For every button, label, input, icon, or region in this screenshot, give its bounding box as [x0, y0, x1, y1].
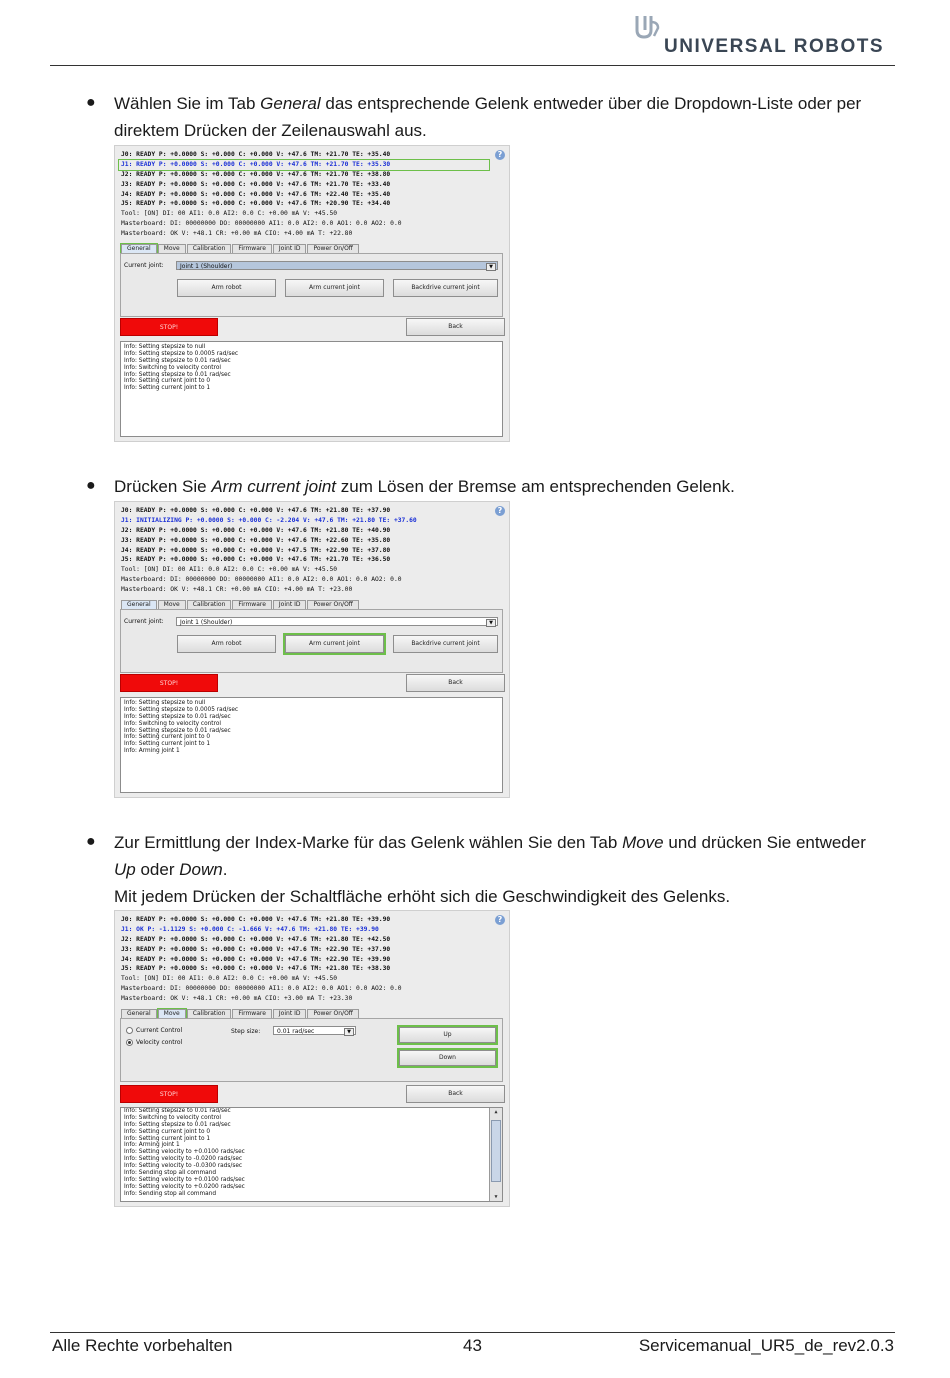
tab-general[interactable]: General: [121, 600, 157, 609]
backdrive-current-joint-button[interactable]: Backdrive current joint: [393, 279, 498, 297]
joint-status-list: [119, 915, 489, 1004]
status-line[interactable]: J0: READY P: +0.0000 S: +0.000 C: +0.000 V: +47.6 TM: +21.70 TE: +35.40: [121, 151, 391, 158]
current-joint-dropdown[interactable]: [176, 261, 498, 270]
tab-move[interactable]: Move: [158, 600, 186, 609]
backdrive-current-joint-button[interactable]: Backdrive current joint: [393, 635, 498, 653]
log-line: Info: Sending stop all command: [124, 1170, 217, 1177]
status-line: Tool: [ON] DI: 00 AI1: 0.0 AI2: 0.0 C: +0.00 mA V: +45.50: [121, 566, 338, 574]
status-line[interactable]: J5: READY P: +0.0000 S: +0.000 C: +0.000 V: +47.6 TM: +21.80 TE: +38.30: [121, 965, 391, 973]
log-line: Info: Arming joint 1: [124, 748, 180, 755]
status-line: Tool: [ON] DI: 00 AI1: 0.0 AI2: 0.0 C: +0.00 mA V: +45.50: [121, 975, 338, 983]
brand-name: UNIVERSAL ROBOTS: [664, 36, 885, 57]
footer-copyright: Alle Rechte vorbehalten: [52, 1336, 233, 1355]
current-joint-label: Current joint:: [124, 618, 164, 625]
stop-button[interactable]: STOP!: [120, 674, 218, 692]
tab-panel: [120, 253, 503, 317]
log-line: Info: Setting stepsize to 0.0005 rad/sec: [124, 350, 239, 357]
log-line: Info: Switching to velocity control: [124, 364, 221, 371]
log-panel: [120, 341, 503, 437]
tab-bar: [121, 244, 360, 253]
tab-calibration[interactable]: Calibration: [187, 244, 232, 253]
tab-panel: [120, 1018, 503, 1082]
bullet-icon: ●: [86, 94, 96, 111]
tab-power[interactable]: Power On/Off: [307, 1009, 358, 1018]
stop-button[interactable]: STOP!: [120, 1085, 218, 1103]
tab-firmware[interactable]: Firmware: [232, 1009, 272, 1018]
status-line: Masterboard: DI: 00000000 DO: 00000000 AI1: 0.0 AI2: 0.0 AO1: 0.0 AO2: 0.0: [121, 985, 402, 993]
log-line: Info: Setting stepsize to null: [124, 700, 206, 706]
status-line[interactable]: J4: READY P: +0.0000 S: +0.000 C: +0.000 V: +47.5 TM: +22.90 TE: +37.80: [121, 546, 391, 554]
stop-button[interactable]: STOP!: [120, 318, 218, 336]
log-line: Info: Setting stepsize to null: [124, 344, 206, 350]
status-line[interactable]: J0: READY P: +0.0000 S: +0.000 C: +0.000 V: +47.6 TM: +21.80 TE: +37.90: [121, 507, 391, 514]
log-line: Info: Setting stepsize to 0.01 rad/sec: [124, 357, 231, 364]
document-id: Servicemanual_UR5_de_rev2.0.3: [638, 1336, 894, 1355]
log-line: Info: Switching to velocity control: [124, 720, 221, 727]
screenshot-arm-joint: [114, 501, 510, 798]
status-line[interactable]: J3: READY P: +0.0000 S: +0.000 C: +0.000 V: +47.6 TM: +22.90 TE: +37.90: [121, 945, 391, 953]
tab-joint-id[interactable]: Joint ID: [273, 600, 307, 609]
status-line: Masterboard: DI: 00000000 DO: 00000000 AI1: 0.0 AI2: 0.0 AO1: 0.0 AO2: 0.0: [121, 576, 402, 584]
status-line: Masterboard: DI: 00000000 DO: 00000000 AI1: 0.0 AI2: 0.0 AO1: 0.0 AO2: 0.0: [121, 220, 402, 228]
log-line: Info: Arming joint 1: [124, 1142, 180, 1149]
tab-firmware[interactable]: Firmware: [232, 600, 272, 609]
back-button[interactable]: Back: [406, 674, 505, 692]
log-panel: [120, 1107, 503, 1202]
screenshot-general-tab: [114, 145, 510, 442]
step-size-value: 0.01 rad/sec: [277, 1028, 315, 1035]
tab-power[interactable]: Power On/Off: [307, 244, 358, 253]
tab-general[interactable]: General: [121, 244, 157, 253]
log-line: Info: Setting velocity to -0.0300 rads/sec: [124, 1163, 243, 1170]
log-panel: [120, 697, 503, 793]
current-joint-label: Current joint:: [124, 262, 164, 269]
tab-joint-id[interactable]: Joint ID: [273, 244, 307, 253]
chevron-down-icon: ▼: [486, 263, 496, 271]
bullet-text-1: Wählen Sie im Tab General das entsprechende Gelenk entweder über die Dropdown-Liste oder per direktem Drücken der Zeilenauswahl aus.: [114, 94, 862, 140]
status-line: Masterboard: OK V: +48.1 CR: +0.00 mA CIO: +4.00 mA T: +22.80: [121, 230, 353, 238]
back-button[interactable]: Back: [406, 1085, 505, 1103]
arm-current-joint-button[interactable]: Arm current joint: [285, 279, 384, 297]
chevron-down-icon: ▼: [344, 1028, 354, 1036]
log-line: Info: Setting stepsize to 0.0005 rad/sec: [124, 706, 239, 713]
screenshot-move-tab: [114, 910, 510, 1207]
log-line: Info: Setting stepsize to 0.01 rad/sec: [124, 727, 231, 734]
log-scrollbar[interactable]: [489, 1108, 502, 1201]
tab-move[interactable]: Move: [158, 1009, 186, 1018]
chevron-down-icon: ▼: [486, 619, 496, 627]
tab-move[interactable]: Move: [158, 244, 186, 253]
status-line[interactable]: J0: READY P: +0.0000 S: +0.000 C: +0.000 V: +47.6 TM: +21.80 TE: +39.90: [121, 916, 391, 923]
footer-rule: [50, 1332, 895, 1333]
radio-icon: [126, 1027, 133, 1034]
current-joint-value: Joint 1 (Shoulder): [180, 263, 233, 270]
log-line: Info: Sending stop all command: [124, 1190, 217, 1197]
current-joint-dropdown[interactable]: [176, 617, 498, 626]
log-line: Info: Setting current joint to 1: [124, 741, 211, 748]
log-line: Info: Switching to velocity control: [124, 1114, 221, 1121]
log-line: Info: Setting stepsize to 0.01 rad/sec: [124, 713, 231, 720]
log-line: Info: Setting current joint to 0: [124, 378, 211, 385]
status-line-selected[interactable]: J1: OK P: -1.1129 S: +0.000 C: -1.666 V: +47.6 TM: +21.80 TE: +39.90: [121, 925, 379, 933]
status-line: Masterboard: OK V: +48.1 CR: +0.00 mA CIO: +4.00 mA T: +23.00: [121, 586, 353, 594]
page-number: 43: [463, 1336, 482, 1355]
back-button[interactable]: Back: [406, 318, 505, 336]
tab-firmware[interactable]: Firmware: [232, 244, 272, 253]
tab-power[interactable]: Power On/Off: [307, 600, 358, 609]
velocity-control-radio[interactable]: Velocity control: [126, 1039, 182, 1046]
status-line[interactable]: J5: READY P: +0.0000 S: +0.000 C: +0.000 V: +47.6 TM: +20.90 TE: +34.40: [121, 200, 391, 208]
tab-bar: [121, 1009, 360, 1018]
scroll-down-icon[interactable]: ▼: [494, 1194, 498, 1200]
status-line[interactable]: J2: READY P: +0.0000 S: +0.000 C: +0.000 V: +47.6 TM: +21.80 TE: +40.90: [121, 526, 391, 534]
status-line[interactable]: J2: READY P: +0.0000 S: +0.000 C: +0.000 V: +47.6 TM: +21.70 TE: +38.80: [121, 170, 391, 178]
ur-logo-icon: [634, 14, 660, 42]
log-line: Info: Setting current joint to 1: [124, 385, 211, 392]
log-line: Info: Setting velocity to +0.0100 rads/sec: [124, 1149, 245, 1156]
tab-calibration[interactable]: Calibration: [187, 1009, 232, 1018]
scrollbar-thumb[interactable]: [491, 1120, 501, 1182]
log-line: Info: Setting stepsize to 0.01 rad/sec: [124, 371, 231, 378]
current-joint-value: Joint 1 (Shoulder): [180, 619, 233, 626]
log-line: Info: Setting current joint to 1: [124, 1135, 211, 1142]
status-line[interactable]: J3: READY P: +0.0000 S: +0.000 C: +0.000 V: +47.6 TM: +21.70 TE: +33.40: [121, 180, 391, 188]
status-line: Tool: [ON] DI: 00 AI1: 0.0 AI2: 0.0 C: +0.00 mA V: +45.50: [121, 210, 338, 218]
step-size-dropdown[interactable]: [273, 1026, 356, 1035]
status-line[interactable]: J2: READY P: +0.0000 S: +0.000 C: +0.000 V: +47.6 TM: +21.80 TE: +42.50: [121, 935, 391, 943]
log-line: Info: Setting velocity to +0.0100 rads/sec: [124, 1176, 245, 1183]
log-line: Info: Setting current joint to 0: [124, 1128, 211, 1135]
tab-general[interactable]: General: [121, 1009, 157, 1018]
bullet-icon: ●: [86, 833, 96, 850]
tab-bar: [121, 600, 360, 609]
radio-selected-icon: [126, 1039, 133, 1046]
arm-current-joint-button[interactable]: Arm current joint: [285, 635, 384, 653]
step-size-label: Step size:: [231, 1028, 261, 1035]
joint-status-list: [119, 506, 489, 595]
bullet-text-3: Zur Ermittlung der Index-Marke für das Gelenk wählen Sie den Tab Move und drücken Sie entweder Up oder Down. Mit jedem Drücken der Schaltfläche erhöht sich die Geschwindigkeit des Gelenks.: [114, 833, 866, 906]
tab-joint-id[interactable]: Joint ID: [273, 1009, 307, 1018]
bullet-text-2: Drücken Sie Arm current joint zum Lösen der Bremse am entsprechenden Gelenk.: [114, 477, 735, 496]
log-line: Info: Setting velocity to +0.0200 rads/sec: [124, 1183, 245, 1190]
status-line[interactable]: J4: READY P: +0.0000 S: +0.000 C: +0.000 V: +47.6 TM: +22.90 TE: +39.90: [121, 955, 391, 963]
status-line[interactable]: J5: READY P: +0.0000 S: +0.000 C: +0.000 V: +47.6 TM: +21.70 TE: +36.50: [121, 556, 391, 564]
log-line: Info: Setting current joint to 0: [124, 734, 211, 741]
current-control-radio[interactable]: Current Control: [126, 1027, 182, 1034]
status-line-selected[interactable]: J1: READY P: +0.0000 S: +0.000 C: +0.000 V: +47.6 TM: +21.70 TE: +35.30: [119, 160, 489, 170]
status-line: Masterboard: OK V: +48.1 CR: +0.00 mA CIO: +3.00 mA T: +23.30: [121, 995, 353, 1003]
help-icon[interactable]: ?: [495, 506, 505, 516]
help-icon[interactable]: ?: [495, 915, 505, 925]
scroll-up-icon[interactable]: ▲: [494, 1109, 498, 1115]
log-line: Info: Setting stepsize to 0.01 rad/sec: [124, 1121, 231, 1128]
joint-status-list: [119, 150, 489, 239]
status-line[interactable]: J4: READY P: +0.0000 S: +0.000 C: +0.000 V: +47.6 TM: +22.40 TE: +35.40: [121, 190, 391, 198]
arm-robot-button[interactable]: Arm robot: [177, 635, 276, 653]
status-line-selected[interactable]: J1: INITIALIZING P: +0.0000 S: +0.000 C: -2.204 V: +47.6 TM: +21.80 TE: +37.60: [121, 516, 417, 524]
log-line: Info: Setting stepsize to 0.01 rad/sec: [124, 1108, 231, 1114]
help-icon[interactable]: ?: [495, 150, 505, 160]
bullet-icon: ●: [86, 477, 96, 494]
header-rule: [50, 65, 895, 66]
log-line: Info: Setting velocity to -0.0200 rads/sec: [124, 1156, 243, 1163]
status-line[interactable]: J3: READY P: +0.0000 S: +0.000 C: +0.000 V: +47.6 TM: +22.60 TE: +35.80: [121, 536, 391, 544]
down-button[interactable]: Down: [399, 1050, 496, 1066]
tab-panel: [120, 609, 503, 673]
up-button[interactable]: Up: [399, 1027, 496, 1043]
arm-robot-button[interactable]: Arm robot: [177, 279, 276, 297]
tab-calibration[interactable]: Calibration: [187, 600, 232, 609]
